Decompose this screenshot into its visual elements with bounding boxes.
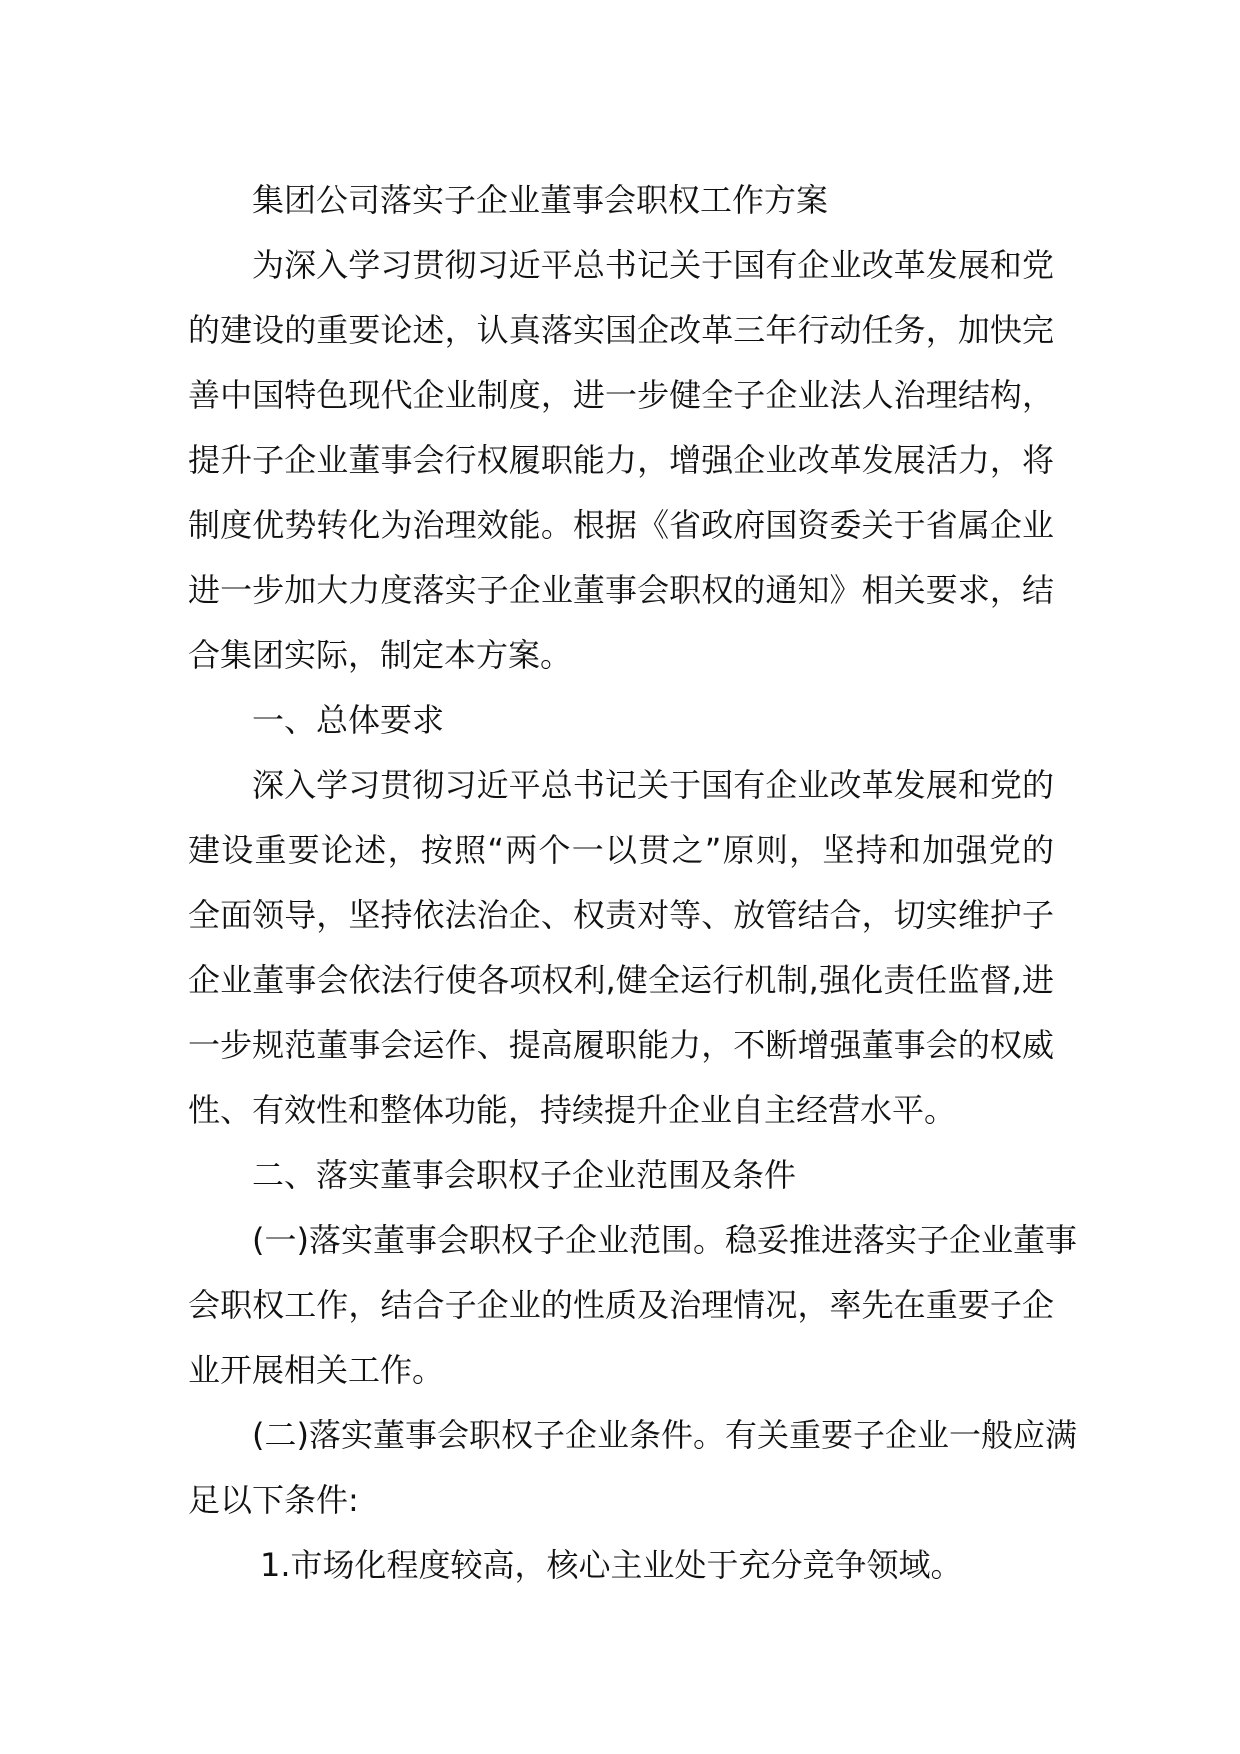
paragraph-line: 一步规范董事会运作、提高履职能力，不断增强董事会的权威 <box>188 1026 1054 1064</box>
paragraph-line: 善中国特色现代企业制度，进一步健全子企业法人治理结构， <box>188 376 1054 414</box>
paragraph-line: 会职权工作，结合子企业的性质及治理情况，率先在重要子企 <box>188 1286 1054 1324</box>
paragraph-line: 合集团实际，制定本方案。 <box>188 636 573 674</box>
paragraph-line: 业开展相关工作。 <box>188 1351 445 1389</box>
document-title: 集团公司落实子企业董事会职权工作方案 <box>252 181 829 219</box>
intro-paragraph <box>188 233 1054 688</box>
section-heading-2: 二、落实董事会职权子企业范围及条件 <box>252 1156 797 1194</box>
subsection-2-paragraph <box>188 1403 1077 1533</box>
section-heading-1: 一、总体要求 <box>252 701 445 739</box>
paragraph-line: 足以下条件: <box>188 1481 359 1519</box>
paragraph-line: 进一步加大力度落实子企业董事会职权的通知》相关要求，结 <box>188 571 1054 609</box>
paragraph-line: 提升子企业董事会行权履职能力，增强企业改革发展活力，将 <box>188 441 1054 479</box>
paragraph-line: 性、有效性和整体功能，持续提升企业自主经营水平。 <box>188 1091 957 1129</box>
paragraph-line: 全面领导，坚持依法治企、权责对等、放管结合，切实维护子 <box>188 896 1054 934</box>
list-item-1: 1.市场化程度较高，核心主业处于充分竞争领域。 <box>260 1546 963 1584</box>
paragraph-line: (二)落实董事会职权子企业条件。有关重要子企业一般应满 <box>252 1416 1077 1454</box>
paragraph-line: 的建设的重要论述，认真落实国企改革三年行动任务，加快完 <box>188 311 1054 349</box>
document-page <box>188 168 1077 1598</box>
paragraph-line: 企业董事会依法行使各项权利,健全运行机制,强化责任监督,进 <box>188 961 1054 999</box>
paragraph-line: (一)落实董事会职权子企业范围。稳妥推进落实子企业董事 <box>252 1221 1077 1259</box>
paragraph-line: 建设重要论述，按照“两个一以贯之”原则，坚持和加强党的 <box>188 831 1054 869</box>
paragraph-line: 深入学习贯彻习近平总书记关于国有企业改革发展和党的 <box>252 766 1054 804</box>
section1-paragraph <box>188 753 1054 1143</box>
subsection-1-paragraph <box>188 1208 1077 1403</box>
paragraph-line: 为深入学习贯彻习近平总书记关于国有企业改革发展和党 <box>252 246 1054 284</box>
paragraph-line: 制度优势转化为治理效能。根据《省政府国资委关于省属企业 <box>188 506 1054 544</box>
